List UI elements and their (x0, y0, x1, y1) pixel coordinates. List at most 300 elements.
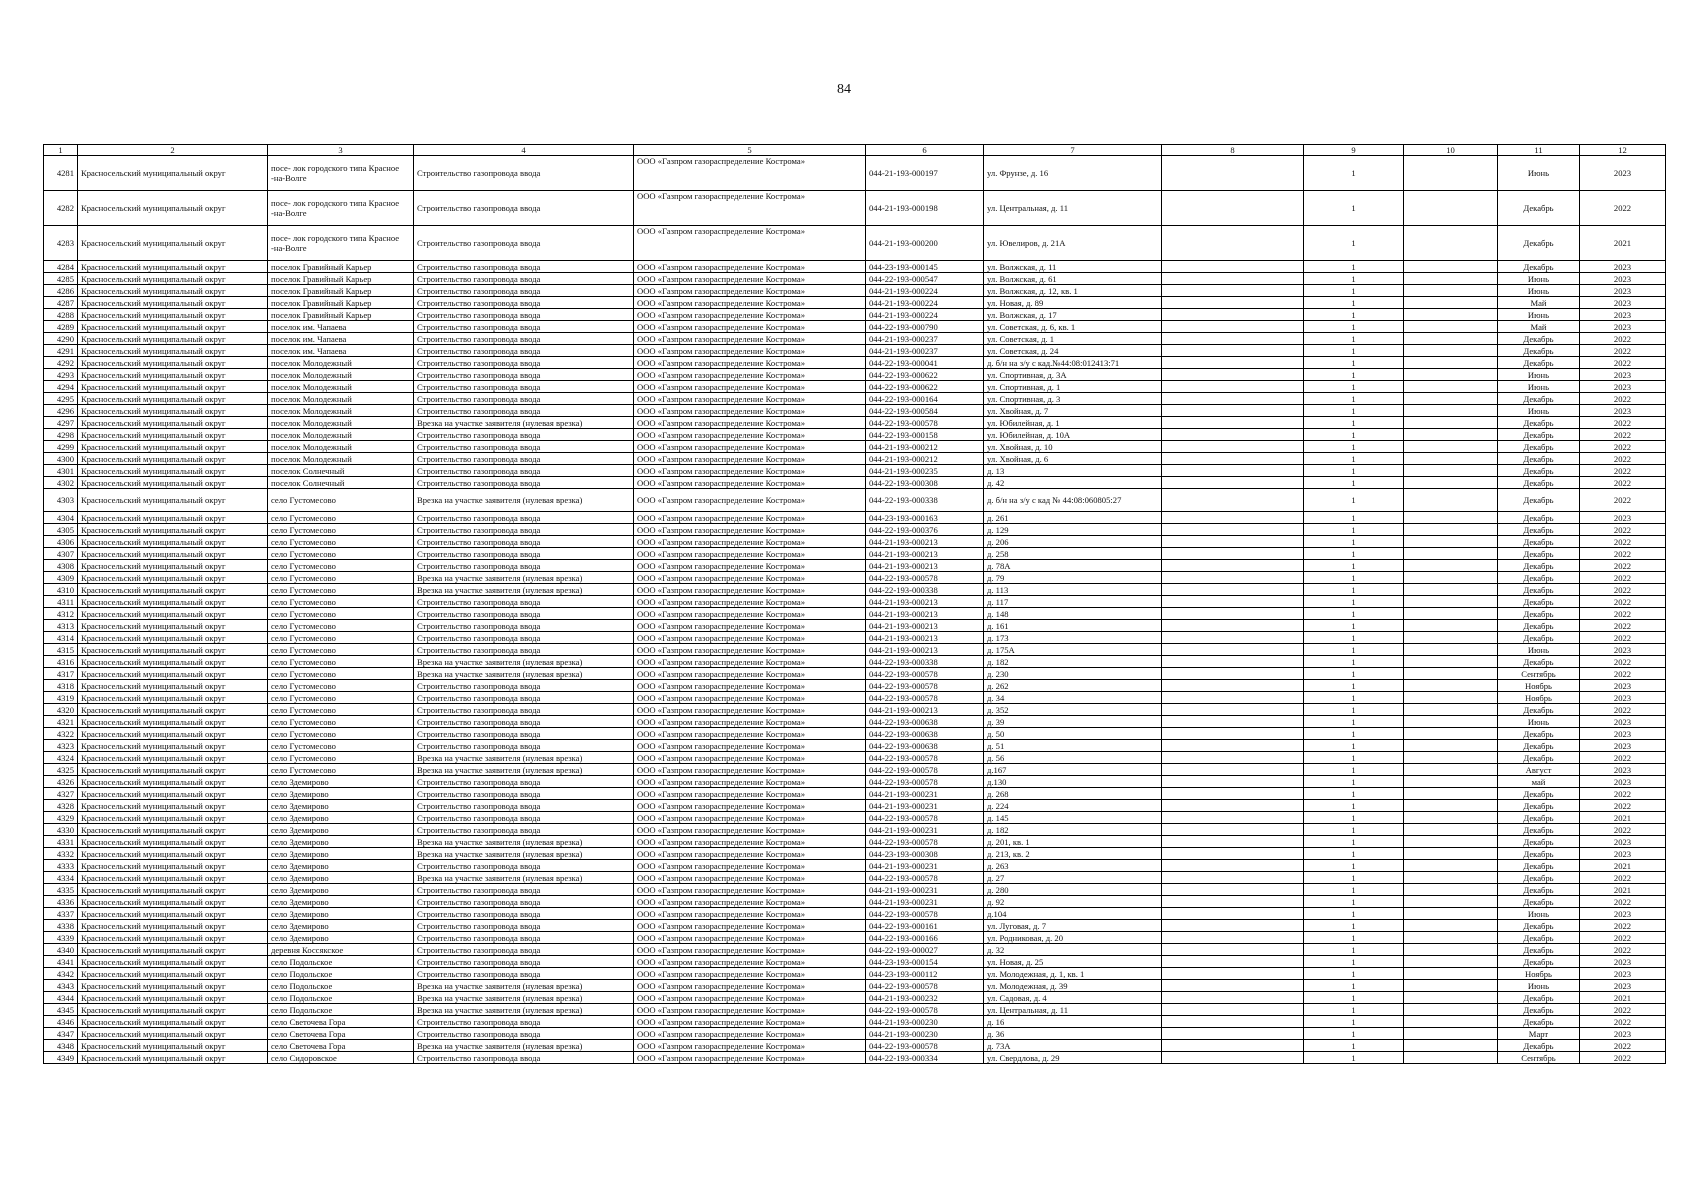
work-type-cell: Врезка на участке заявителя (нулевая врезка) (414, 764, 634, 776)
column-8-cell (1162, 704, 1304, 716)
month-cell: Декабрь (1498, 226, 1580, 261)
table-row (44, 692, 1666, 704)
work-type-cell: Строительство газопровода ввода (414, 860, 634, 872)
month-cell: Июнь (1498, 369, 1580, 381)
organization-cell: ООО «Газпром газораспределение Кострома» (634, 644, 866, 656)
address-cell: д. 280 (984, 884, 1162, 896)
year-cell: 2022 (1580, 441, 1666, 453)
locality-cell: село Густомесово (268, 536, 414, 548)
organization-cell: ООО «Газпром газораспределение Кострома» (634, 297, 866, 309)
code-cell: 044-21-193-000197 (866, 156, 984, 191)
district-cell: Красносельский муниципальный округ (78, 309, 268, 321)
locality-cell: поселок Молодежный (268, 369, 414, 381)
quantity-cell: 1 (1304, 333, 1404, 345)
address-cell: д. б/н на з/у с кад.№44:08:012413:71 (984, 357, 1162, 369)
column-10-cell (1404, 680, 1498, 692)
column-8-cell (1162, 836, 1304, 848)
table-row (44, 524, 1666, 536)
row-number: 4308 (44, 560, 78, 572)
code-cell: 044-22-193-000334 (866, 1052, 984, 1064)
locality-cell: село Здемирово (268, 932, 414, 944)
column-8-cell (1162, 764, 1304, 776)
quantity-cell: 1 (1304, 345, 1404, 357)
organization-cell: ООО «Газпром газораспределение Кострома» (634, 860, 866, 872)
district-cell: Красносельский муниципальный округ (78, 620, 268, 632)
year-cell: 2023 (1580, 836, 1666, 848)
row-number: 4316 (44, 656, 78, 668)
address-cell: д. 182 (984, 824, 1162, 836)
work-type-cell: Строительство газопровода ввода (414, 357, 634, 369)
table-row (44, 441, 1666, 453)
locality-cell: поселок им. Чапаева (268, 345, 414, 357)
address-cell: ул. Центральная, д. 11 (984, 191, 1162, 226)
district-cell: Красносельский муниципальный округ (78, 656, 268, 668)
organization-cell: ООО «Газпром газораспределение Кострома» (634, 226, 866, 261)
quantity-cell: 1 (1304, 1040, 1404, 1052)
column-8-cell (1162, 1040, 1304, 1052)
work-type-cell: Строительство газопровода ввода (414, 369, 634, 381)
column-10-cell (1404, 393, 1498, 405)
row-number: 4283 (44, 226, 78, 261)
row-number: 4295 (44, 393, 78, 405)
column-10-cell (1404, 836, 1498, 848)
column-8-cell (1162, 309, 1304, 321)
month-cell: Май (1498, 321, 1580, 333)
quantity-cell: 1 (1304, 920, 1404, 932)
locality-cell: село Здемирово (268, 800, 414, 812)
address-cell: д. 16 (984, 1016, 1162, 1028)
district-cell: Красносельский муниципальный округ (78, 191, 268, 226)
locality-cell: село Подольское (268, 1004, 414, 1016)
table-row (44, 824, 1666, 836)
address-cell: д. 78А (984, 560, 1162, 572)
row-number: 4323 (44, 740, 78, 752)
table-row (44, 608, 1666, 620)
row-number: 4289 (44, 321, 78, 333)
code-cell: 044-22-193-000638 (866, 716, 984, 728)
year-cell: 2022 (1580, 620, 1666, 632)
code-cell: 044-21-193-000235 (866, 465, 984, 477)
locality-cell: село Густомесово (268, 524, 414, 536)
quantity-cell: 1 (1304, 477, 1404, 489)
row-number: 4349 (44, 1052, 78, 1064)
quantity-cell: 1 (1304, 524, 1404, 536)
column-header: 4 (414, 145, 634, 156)
column-header: 7 (984, 145, 1162, 156)
month-cell: Сентябрь (1498, 1052, 1580, 1064)
row-number: 4343 (44, 980, 78, 992)
column-10-cell (1404, 992, 1498, 1004)
organization-cell: ООО «Газпром газораспределение Кострома» (634, 261, 866, 273)
work-type-cell: Врезка на участке заявителя (нулевая врезка) (414, 572, 634, 584)
code-cell: 044-22-193-000578 (866, 872, 984, 884)
table-row (44, 884, 1666, 896)
organization-cell: ООО «Газпром газораспределение Кострома» (634, 764, 866, 776)
code-cell: 044-22-193-000547 (866, 273, 984, 285)
locality-cell: село Густомесово (268, 620, 414, 632)
column-8-cell (1162, 572, 1304, 584)
table-row (44, 321, 1666, 333)
address-cell: д. 175А (984, 644, 1162, 656)
row-number: 4288 (44, 309, 78, 321)
row-number: 4309 (44, 572, 78, 584)
year-cell: 2022 (1580, 920, 1666, 932)
code-cell: 044-21-193-000213 (866, 644, 984, 656)
work-type-cell: Строительство газопровода ввода (414, 632, 634, 644)
organization-cell: ООО «Газпром газораспределение Кострома» (634, 824, 866, 836)
address-cell: д. 182 (984, 656, 1162, 668)
district-cell: Красносельский муниципальный округ (78, 644, 268, 656)
address-cell: д. 51 (984, 740, 1162, 752)
year-cell: 2022 (1580, 191, 1666, 226)
quantity-cell: 1 (1304, 680, 1404, 692)
month-cell: Декабрь (1498, 584, 1580, 596)
quantity-cell: 1 (1304, 740, 1404, 752)
quantity-cell: 1 (1304, 1016, 1404, 1028)
row-number: 4281 (44, 156, 78, 191)
quantity-cell: 1 (1304, 632, 1404, 644)
work-type-cell: Строительство газопровода ввода (414, 524, 634, 536)
year-cell: 2021 (1580, 226, 1666, 261)
work-type-cell: Строительство газопровода ввода (414, 548, 634, 560)
code-cell: 044-21-193-000213 (866, 548, 984, 560)
district-cell: Красносельский муниципальный округ (78, 536, 268, 548)
locality-cell: село Светочева Гора (268, 1040, 414, 1052)
column-10-cell (1404, 620, 1498, 632)
column-8-cell (1162, 680, 1304, 692)
work-type-cell: Строительство газопровода ввода (414, 620, 634, 632)
locality-cell: село Густомесово (268, 644, 414, 656)
organization-cell: ООО «Газпром газораспределение Кострома» (634, 908, 866, 920)
organization-cell: ООО «Газпром газораспределение Кострома» (634, 285, 866, 297)
column-8-cell (1162, 908, 1304, 920)
month-cell: Декабрь (1498, 596, 1580, 608)
table-row (44, 896, 1666, 908)
year-cell: 2021 (1580, 884, 1666, 896)
code-cell: 044-22-193-000338 (866, 584, 984, 596)
work-type-cell: Строительство газопровода ввода (414, 800, 634, 812)
address-cell: ул. Спортивная, д. 3А (984, 369, 1162, 381)
quantity-cell: 1 (1304, 884, 1404, 896)
year-cell: 2022 (1580, 429, 1666, 441)
address-cell: д. 352 (984, 704, 1162, 716)
code-cell: 044-22-193-000578 (866, 812, 984, 824)
year-cell: 2023 (1580, 273, 1666, 285)
column-10-cell (1404, 536, 1498, 548)
organization-cell: ООО «Газпром газораспределение Кострома» (634, 932, 866, 944)
district-cell: Красносельский муниципальный округ (78, 417, 268, 429)
table-row (44, 656, 1666, 668)
year-cell: 2022 (1580, 1016, 1666, 1028)
address-cell: д. 258 (984, 548, 1162, 560)
month-cell: Июнь (1498, 644, 1580, 656)
work-type-cell: Врезка на участке заявителя (нулевая врезка) (414, 668, 634, 680)
code-cell: 044-21-193-000237 (866, 333, 984, 345)
column-8-cell (1162, 393, 1304, 405)
address-cell: ул. Спортивная, д. 1 (984, 381, 1162, 393)
column-10-cell (1404, 920, 1498, 932)
year-cell: 2022 (1580, 896, 1666, 908)
district-cell: Красносельский муниципальный округ (78, 465, 268, 477)
code-cell: 044-21-193-000213 (866, 536, 984, 548)
row-number: 4304 (44, 512, 78, 524)
column-8-cell (1162, 968, 1304, 980)
year-cell: 2022 (1580, 477, 1666, 489)
address-cell: д. 201, кв. 1 (984, 836, 1162, 848)
row-number: 4314 (44, 632, 78, 644)
table-row (44, 345, 1666, 357)
column-10-cell (1404, 524, 1498, 536)
quantity-cell: 1 (1304, 285, 1404, 297)
quantity-cell: 1 (1304, 273, 1404, 285)
work-type-cell: Строительство газопровода ввода (414, 441, 634, 453)
row-number: 4307 (44, 548, 78, 560)
month-cell: Декабрь (1498, 261, 1580, 273)
month-cell: Декабрь (1498, 1040, 1580, 1052)
month-cell: Декабрь (1498, 441, 1580, 453)
column-8-cell (1162, 788, 1304, 800)
row-number: 4290 (44, 333, 78, 345)
locality-cell: село Густомесово (268, 680, 414, 692)
column-8-cell (1162, 285, 1304, 297)
district-cell: Красносельский муниципальный округ (78, 920, 268, 932)
code-cell: 044-21-193-000231 (866, 860, 984, 872)
locality-cell: село Густомесово (268, 548, 414, 560)
organization-cell: ООО «Газпром газораспределение Кострома» (634, 191, 866, 226)
month-cell: Декабрь (1498, 1004, 1580, 1016)
table-row (44, 584, 1666, 596)
column-10-cell (1404, 156, 1498, 191)
organization-cell: ООО «Газпром газораспределение Кострома» (634, 920, 866, 932)
code-cell: 044-22-193-000338 (866, 656, 984, 668)
code-cell: 044-23-193-000112 (866, 968, 984, 980)
column-header: 2 (78, 145, 268, 156)
column-10-cell (1404, 788, 1498, 800)
column-8-cell (1162, 1028, 1304, 1040)
column-8-cell (1162, 321, 1304, 333)
quantity-cell: 1 (1304, 1028, 1404, 1040)
quantity-cell: 1 (1304, 548, 1404, 560)
address-cell: ул. Волжская, д. 17 (984, 309, 1162, 321)
work-type-cell: Врезка на участке заявителя (нулевая врезка) (414, 836, 634, 848)
district-cell: Красносельский муниципальный округ (78, 429, 268, 441)
year-cell: 2023 (1580, 764, 1666, 776)
year-cell: 2022 (1580, 536, 1666, 548)
code-cell: 044-22-193-000338 (866, 489, 984, 512)
column-header: 5 (634, 145, 866, 156)
table-row (44, 512, 1666, 524)
month-cell: Декабрь (1498, 860, 1580, 872)
locality-cell: поселок Гравийный Карьер (268, 261, 414, 273)
locality-cell: село Густомесово (268, 692, 414, 704)
organization-cell: ООО «Газпром газораспределение Кострома» (634, 429, 866, 441)
district-cell: Красносельский муниципальный округ (78, 884, 268, 896)
row-number: 4286 (44, 285, 78, 297)
table-row (44, 632, 1666, 644)
row-number: 4300 (44, 453, 78, 465)
row-number: 4310 (44, 584, 78, 596)
year-cell: 2021 (1580, 812, 1666, 824)
district-cell: Красносельский муниципальный округ (78, 956, 268, 968)
column-8-cell (1162, 548, 1304, 560)
month-cell: май (1498, 776, 1580, 788)
code-cell: 044-21-193-000213 (866, 704, 984, 716)
column-10-cell (1404, 716, 1498, 728)
column-header: 8 (1162, 145, 1304, 156)
organization-cell: ООО «Газпром газораспределение Кострома» (634, 572, 866, 584)
column-10-cell (1404, 405, 1498, 417)
work-type-cell: Строительство газопровода ввода (414, 321, 634, 333)
district-cell: Красносельский муниципальный округ (78, 369, 268, 381)
row-number: 4345 (44, 1004, 78, 1016)
month-cell: Декабрь (1498, 191, 1580, 226)
year-cell: 2022 (1580, 752, 1666, 764)
row-number: 4285 (44, 273, 78, 285)
code-cell: 044-22-193-000027 (866, 944, 984, 956)
table-row (44, 1028, 1666, 1040)
organization-cell: ООО «Газпром газораспределение Кострома» (634, 345, 866, 357)
organization-cell: ООО «Газпром газораспределение Кострома» (634, 752, 866, 764)
locality-cell: деревня Коссякское (268, 944, 414, 956)
address-cell: ул. Спортивная, д. 3 (984, 393, 1162, 405)
address-cell: д. 13 (984, 465, 1162, 477)
table-row (44, 381, 1666, 393)
column-10-cell (1404, 477, 1498, 489)
address-cell: ул. Садовая, д. 4 (984, 992, 1162, 1004)
district-cell: Красносельский муниципальный округ (78, 860, 268, 872)
locality-cell: посе- лок городского типа Красное -на-Волге (268, 226, 414, 261)
work-type-cell: Строительство газопровода ввода (414, 968, 634, 980)
column-8-cell (1162, 932, 1304, 944)
work-type-cell: Строительство газопровода ввода (414, 512, 634, 524)
table-row (44, 191, 1666, 226)
table-row (44, 812, 1666, 824)
column-10-cell (1404, 297, 1498, 309)
column-8-cell (1162, 226, 1304, 261)
locality-cell: село Густомесово (268, 716, 414, 728)
table-row (44, 668, 1666, 680)
quantity-cell: 1 (1304, 656, 1404, 668)
district-cell: Красносельский муниципальный округ (78, 728, 268, 740)
table-row (44, 800, 1666, 812)
address-cell: ул. Молодежная, д. 39 (984, 980, 1162, 992)
organization-cell: ООО «Газпром газораспределение Кострома» (634, 872, 866, 884)
code-cell: 044-22-193-000161 (866, 920, 984, 932)
year-cell: 2022 (1580, 584, 1666, 596)
quantity-cell: 1 (1304, 512, 1404, 524)
column-10-cell (1404, 548, 1498, 560)
district-cell: Красносельский муниципальный округ (78, 1052, 268, 1064)
district-cell: Красносельский муниципальный округ (78, 872, 268, 884)
organization-cell: ООО «Газпром газораспределение Кострома» (634, 156, 866, 191)
month-cell: Декабрь (1498, 932, 1580, 944)
code-cell: 044-22-193-000578 (866, 776, 984, 788)
quantity-cell: 1 (1304, 956, 1404, 968)
code-cell: 044-22-193-000578 (866, 692, 984, 704)
month-cell: Декабрь (1498, 896, 1580, 908)
address-cell: ул. Советская, д. 1 (984, 333, 1162, 345)
month-cell: Декабрь (1498, 489, 1580, 512)
column-8-cell (1162, 896, 1304, 908)
month-cell: Декабрь (1498, 429, 1580, 441)
address-cell: ул. Новая, д. 89 (984, 297, 1162, 309)
row-number: 4318 (44, 680, 78, 692)
locality-cell: село Подольское (268, 980, 414, 992)
column-10-cell (1404, 417, 1498, 429)
quantity-cell: 1 (1304, 824, 1404, 836)
month-cell: Декабрь (1498, 632, 1580, 644)
code-cell: 044-21-193-000198 (866, 191, 984, 226)
table-row (44, 752, 1666, 764)
work-type-cell: Строительство газопровода ввода (414, 309, 634, 321)
month-cell: Ноябрь (1498, 692, 1580, 704)
quantity-cell: 1 (1304, 453, 1404, 465)
year-cell: 2022 (1580, 632, 1666, 644)
quantity-cell: 1 (1304, 896, 1404, 908)
year-cell: 2022 (1580, 393, 1666, 405)
year-cell: 2022 (1580, 788, 1666, 800)
work-type-cell: Строительство газопровода ввода (414, 608, 634, 620)
quantity-cell: 1 (1304, 944, 1404, 956)
address-cell: д. 145 (984, 812, 1162, 824)
column-10-cell (1404, 1016, 1498, 1028)
column-8-cell (1162, 776, 1304, 788)
table-row (44, 992, 1666, 1004)
table-row (44, 1016, 1666, 1028)
row-number: 4284 (44, 261, 78, 273)
column-8-cell (1162, 273, 1304, 285)
year-cell: 2023 (1580, 968, 1666, 980)
organization-cell: ООО «Газпром газораспределение Кострома» (634, 381, 866, 393)
row-number: 4333 (44, 860, 78, 872)
table-row (44, 860, 1666, 872)
organization-cell: ООО «Газпром газораспределение Кострома» (634, 944, 866, 956)
organization-cell: ООО «Газпром газораспределение Кострома» (634, 333, 866, 345)
quantity-cell: 1 (1304, 812, 1404, 824)
work-type-cell: Врезка на участке заявителя (нулевая врезка) (414, 872, 634, 884)
code-cell: 044-22-193-000584 (866, 405, 984, 417)
code-cell: 044-22-193-000041 (866, 357, 984, 369)
work-type-cell: Врезка на участке заявителя (нулевая врезка) (414, 992, 634, 1004)
work-type-cell: Строительство газопровода ввода (414, 333, 634, 345)
row-number: 4315 (44, 644, 78, 656)
month-cell: Декабрь (1498, 956, 1580, 968)
column-10-cell (1404, 944, 1498, 956)
quantity-cell: 1 (1304, 716, 1404, 728)
district-cell: Красносельский муниципальный округ (78, 824, 268, 836)
table-row (44, 156, 1666, 191)
column-10-cell (1404, 632, 1498, 644)
column-8-cell (1162, 345, 1304, 357)
quantity-cell: 1 (1304, 692, 1404, 704)
month-cell: Декабрь (1498, 620, 1580, 632)
column-8-cell (1162, 536, 1304, 548)
organization-cell: ООО «Газпром газораспределение Кострома» (634, 393, 866, 405)
column-8-cell (1162, 369, 1304, 381)
locality-cell: село Густомесово (268, 512, 414, 524)
month-cell: Декабрь (1498, 333, 1580, 345)
organization-cell: ООО «Газпром газораспределение Кострома» (634, 512, 866, 524)
address-cell: д.130 (984, 776, 1162, 788)
year-cell: 2022 (1580, 524, 1666, 536)
quantity-cell: 1 (1304, 836, 1404, 848)
district-cell: Красносельский муниципальный округ (78, 668, 268, 680)
address-cell: ул. Молодежная, д. 1, кв. 1 (984, 968, 1162, 980)
column-8-cell (1162, 477, 1304, 489)
organization-cell: ООО «Газпром газораспределение Кострома» (634, 980, 866, 992)
column-10-cell (1404, 896, 1498, 908)
code-cell: 044-22-193-000578 (866, 752, 984, 764)
